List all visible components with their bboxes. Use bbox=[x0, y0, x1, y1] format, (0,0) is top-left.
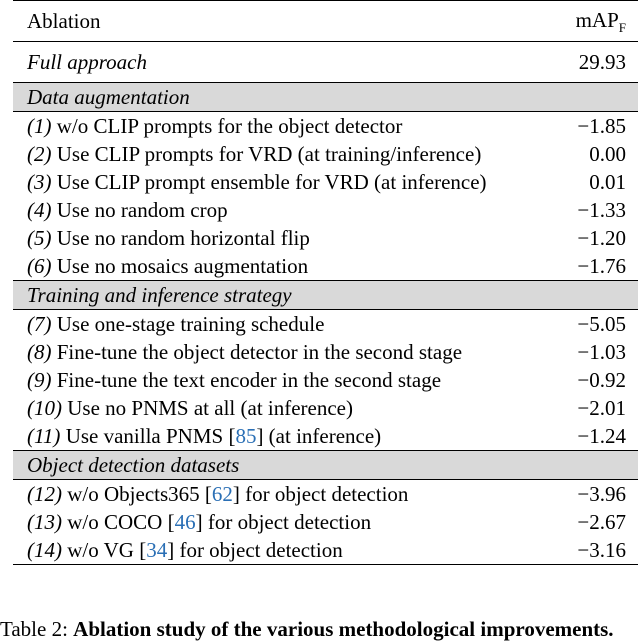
row-text-pre: w/o VG [ bbox=[67, 538, 147, 562]
row-value: −1.20 bbox=[577, 226, 626, 250]
table-row bbox=[13, 252, 638, 280]
header-map bbox=[576, 6, 626, 37]
row-number: (5) bbox=[27, 226, 52, 250]
header-map-base: mAP bbox=[575, 7, 619, 32]
table-row bbox=[13, 338, 638, 366]
row-text: Use CLIP prompts for VRD (at training/inference) bbox=[56, 142, 482, 166]
header-ablation: Ablation bbox=[27, 9, 101, 33]
row-label bbox=[27, 224, 310, 252]
header-map-sub: F bbox=[618, 19, 626, 35]
caption-bold: Ablation study of the various methodological improvements. bbox=[73, 617, 614, 641]
row-text: Use no random horizontal flip bbox=[56, 226, 310, 250]
row-text-post: ] for object detection bbox=[195, 510, 372, 534]
row-label bbox=[27, 196, 228, 224]
row-label bbox=[27, 422, 381, 450]
row-value: −2.67 bbox=[577, 510, 626, 534]
row-value: −1.33 bbox=[577, 198, 626, 222]
row-label bbox=[27, 168, 487, 196]
row-text-post: ] for object detection bbox=[167, 538, 343, 562]
row-value: −2.01 bbox=[577, 396, 626, 420]
row-number: (6) bbox=[27, 254, 52, 278]
row-text-pre: Use vanilla PNMS [ bbox=[65, 424, 236, 448]
section-title: Data augmentation bbox=[13, 83, 638, 111]
table-row bbox=[13, 508, 638, 536]
bottom-rule bbox=[13, 564, 638, 565]
row-text-post: ] (at inference) bbox=[256, 424, 382, 448]
table-row bbox=[13, 196, 638, 224]
row-value: −1.24 bbox=[577, 424, 626, 448]
row-text: Use no mosaics augmentation bbox=[56, 254, 309, 278]
row-number: (2) bbox=[27, 142, 52, 166]
row-number: (1) bbox=[27, 114, 52, 138]
section-title: Object detection datasets bbox=[13, 451, 638, 479]
row-number: (10) bbox=[27, 396, 62, 420]
table-row bbox=[13, 422, 638, 450]
row-value: −3.96 bbox=[577, 482, 626, 506]
citation-link[interactable]: 34 bbox=[146, 538, 168, 562]
full-approach-label: Full approach bbox=[27, 50, 147, 74]
table-row bbox=[13, 366, 638, 394]
row-text-pre: w/o Objects365 [ bbox=[67, 482, 212, 506]
row-text: w/o CLIP prompts for the object detector bbox=[56, 114, 403, 138]
table-row bbox=[13, 140, 638, 168]
row-value: 0.00 bbox=[589, 142, 626, 166]
row-label bbox=[27, 310, 324, 338]
row-label bbox=[27, 338, 462, 366]
row-number: (12) bbox=[27, 482, 62, 506]
citation-link[interactable]: 62 bbox=[211, 482, 233, 506]
row-number: (4) bbox=[27, 198, 52, 222]
header-row bbox=[13, 1, 638, 41]
row-number: (9) bbox=[27, 368, 52, 392]
caption-prefix: Table 2: bbox=[0, 617, 74, 641]
citation-link[interactable]: 85 bbox=[235, 424, 257, 448]
row-label bbox=[27, 112, 402, 140]
row-text: Fine-tune the text encoder in the second stage bbox=[56, 368, 442, 392]
row-label bbox=[27, 536, 343, 564]
row-label bbox=[27, 140, 481, 168]
row-number: (8) bbox=[27, 340, 52, 364]
row-value: −1.03 bbox=[577, 340, 626, 364]
citation-link[interactable]: 46 bbox=[174, 510, 196, 534]
table-row bbox=[13, 480, 638, 508]
row-text: Fine-tune the object detector in the second stage bbox=[56, 340, 463, 364]
sections-container bbox=[13, 82, 638, 564]
row-text: Use CLIP prompt ensemble for VRD (at inference) bbox=[56, 170, 487, 194]
row-value: −1.76 bbox=[577, 254, 626, 278]
row-value: −3.16 bbox=[577, 538, 626, 562]
table-caption bbox=[0, 617, 614, 642]
row-value: −0.92 bbox=[577, 368, 626, 392]
row-text: Use no random crop bbox=[56, 198, 228, 222]
row-text-post: ] for object detection bbox=[232, 482, 409, 506]
table-row bbox=[13, 168, 638, 196]
ablation-table bbox=[13, 0, 638, 565]
row-label bbox=[27, 394, 353, 422]
row-label bbox=[27, 508, 371, 536]
table-row bbox=[13, 112, 638, 140]
row-label bbox=[27, 252, 308, 280]
row-number: (13) bbox=[27, 510, 62, 534]
row-number: (7) bbox=[27, 312, 52, 336]
row-number: (11) bbox=[27, 424, 61, 448]
full-approach-row bbox=[13, 42, 638, 82]
row-number: (14) bbox=[27, 538, 62, 562]
section-title: Training and inference strategy bbox=[13, 281, 638, 309]
table-row bbox=[13, 394, 638, 422]
row-text-pre: w/o COCO [ bbox=[67, 510, 175, 534]
table-row bbox=[13, 536, 638, 564]
row-value: −1.85 bbox=[577, 114, 626, 138]
row-number: (3) bbox=[27, 170, 52, 194]
row-label bbox=[27, 366, 441, 394]
row-value: −5.05 bbox=[577, 312, 626, 336]
table-row bbox=[13, 310, 638, 338]
table-row bbox=[13, 224, 638, 252]
row-text: Use no PNMS at all (at inference) bbox=[67, 396, 353, 420]
row-value: 0.01 bbox=[589, 170, 626, 194]
row-label bbox=[27, 480, 408, 508]
full-approach-value: 29.93 bbox=[578, 50, 626, 74]
row-text: Use one-stage training schedule bbox=[56, 312, 325, 336]
